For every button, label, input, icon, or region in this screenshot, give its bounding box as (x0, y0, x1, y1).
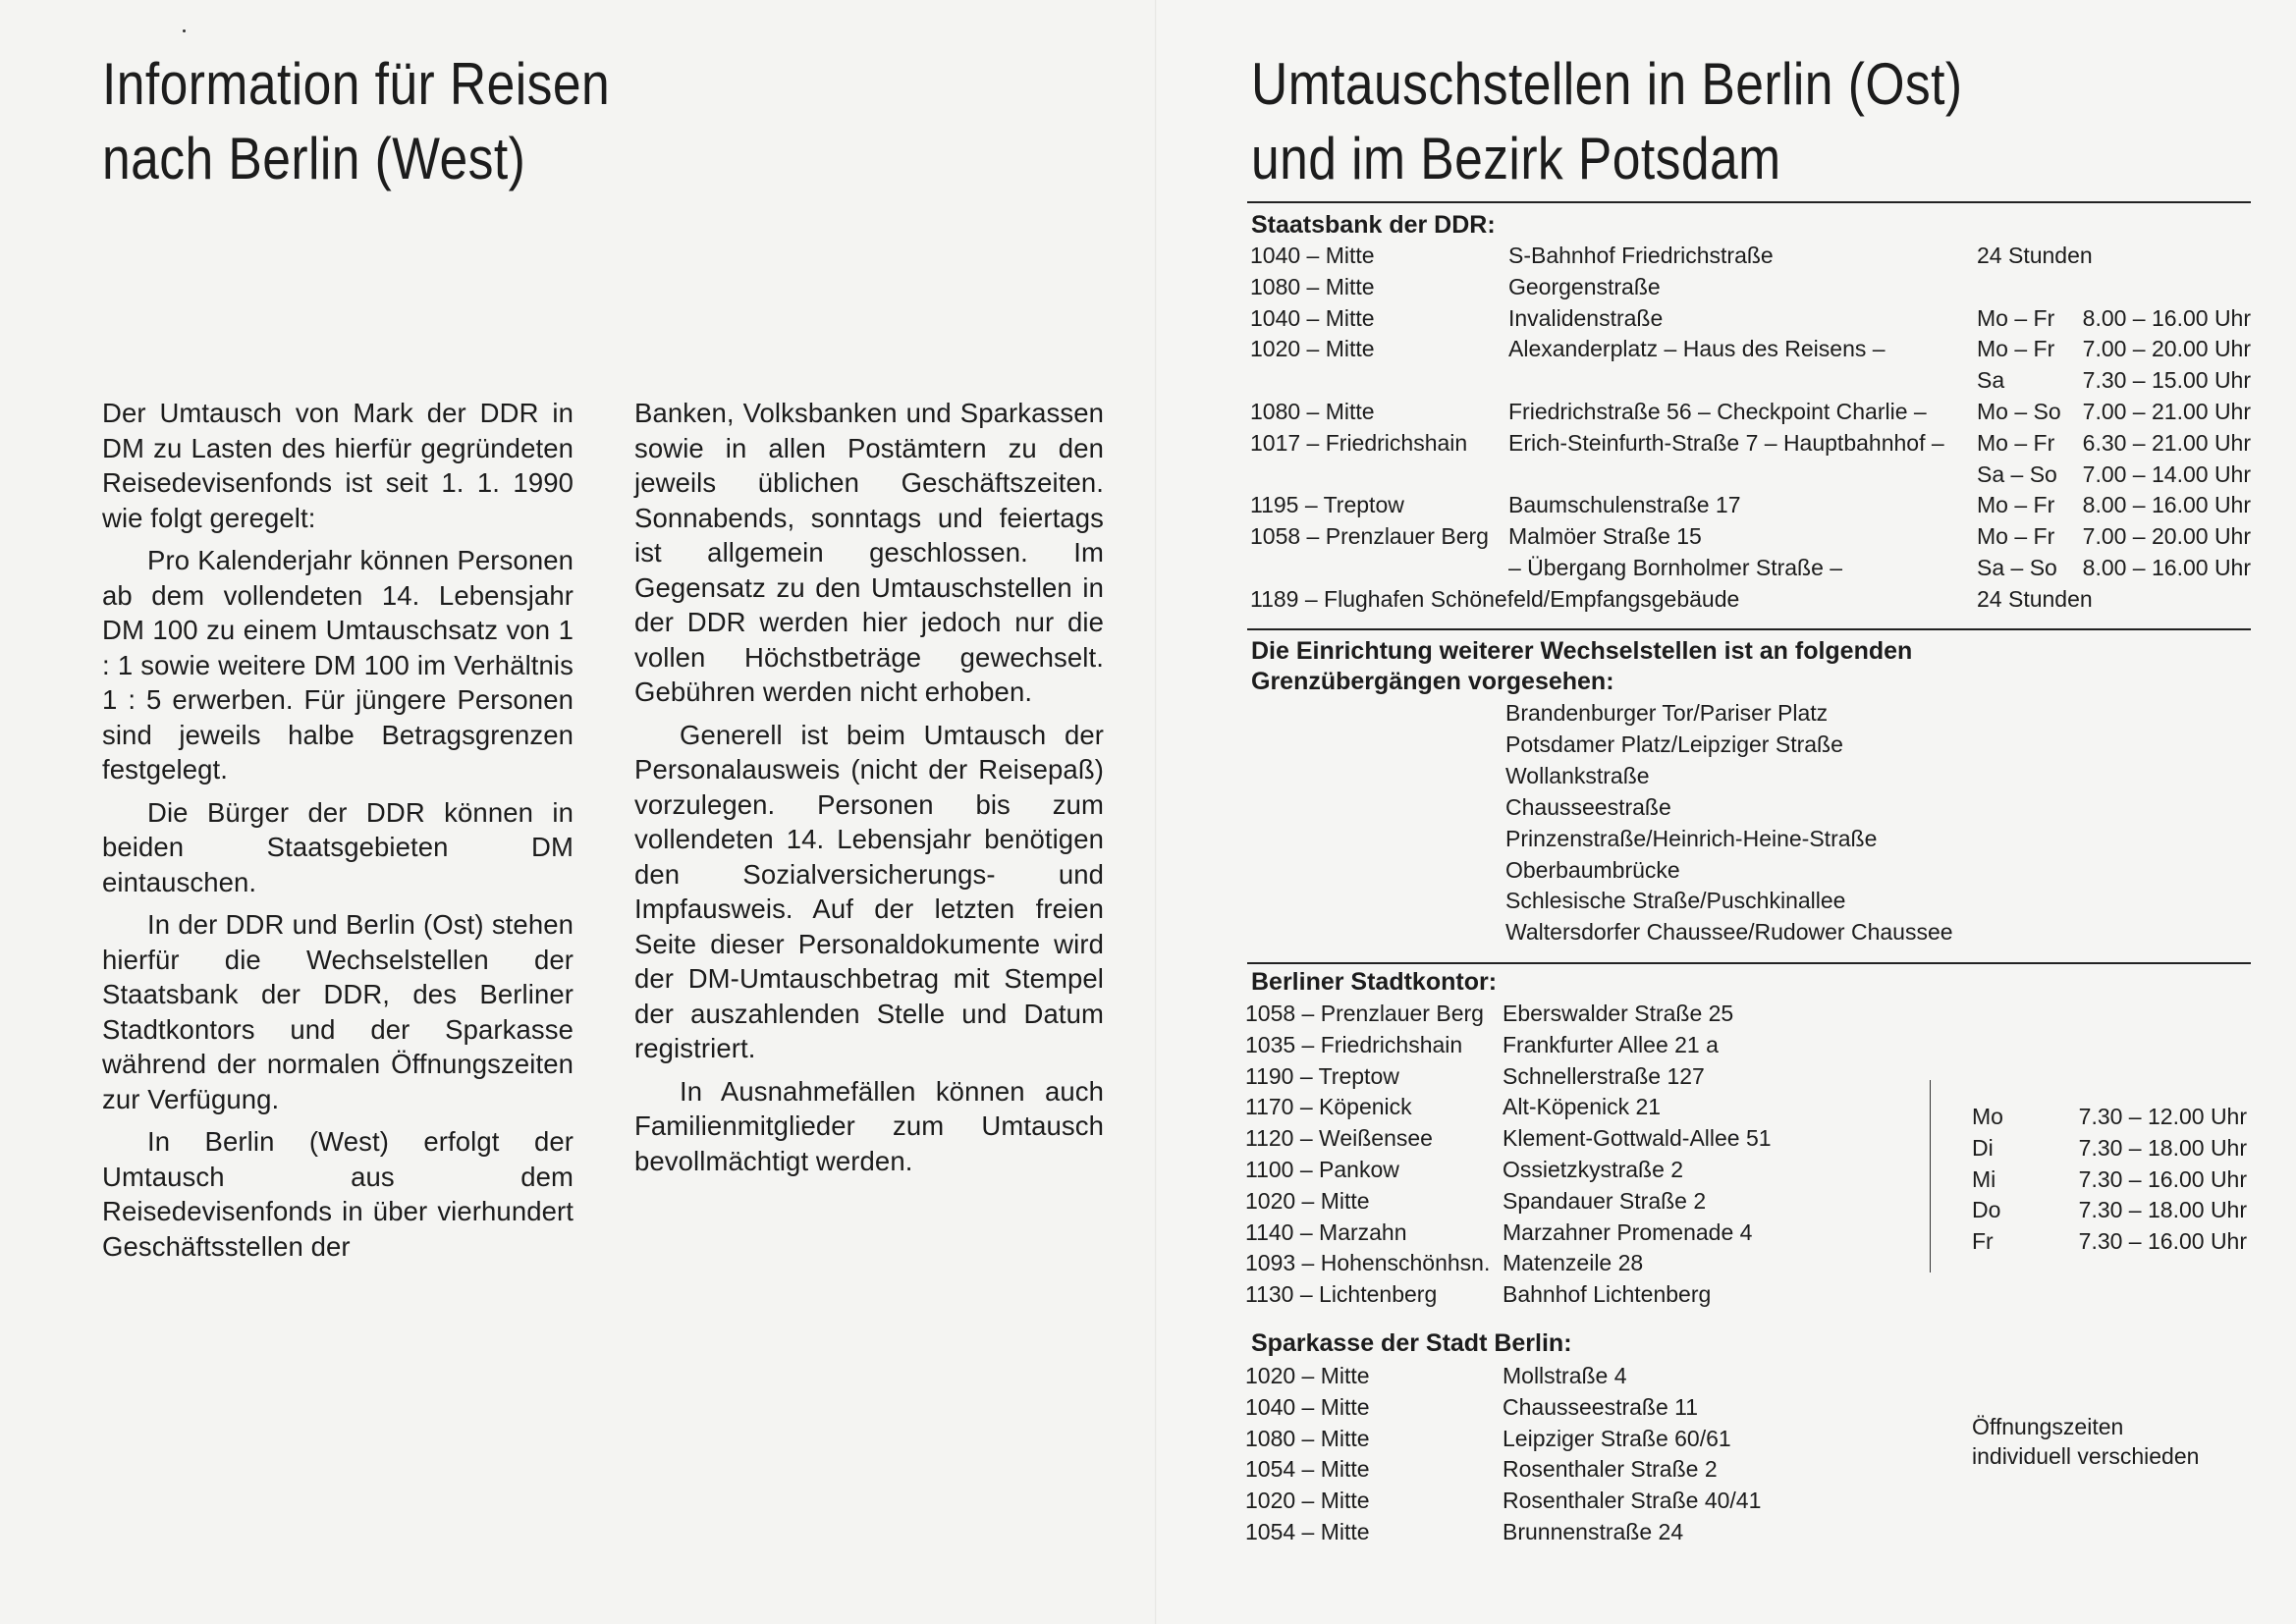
address: Chausseestraße 11 (1503, 1393, 1699, 1420)
days: Sa – So (1977, 460, 2057, 487)
address: Frankfurter Allee 21 a (1503, 1031, 1719, 1057)
section-divider (1247, 628, 2251, 630)
paragraph: Pro Kalenderjahr können Personen ab dem vollendeten 14. Lebensjahr DM 100 zu einem Umtauschsatz von 1 : 1 sowie weitere DM 100 im Verhältnis 1 : 5 erwerben. Für jüngere Personen sind jeweils halbe Betragsgrenzen festgelegt. (102, 545, 574, 785)
address: Alexanderplatz – Haus des Reisens – (1508, 336, 1886, 362)
staatsbank-row (0, 520, 2296, 552)
section-divider (1247, 962, 2251, 964)
district: 1100 – Pankow (1245, 1157, 1399, 1182)
hours-row (0, 1164, 2296, 1195)
paragraph: In Ausnahmefällen können auch Familienmitglieder zum Umtausch bevollmächtigt werden. (634, 1075, 1104, 1176)
weekday: Mi (1972, 1165, 1996, 1192)
district: 1080 – Mitte (1250, 399, 1375, 424)
time: 7.00 – 20.00 Uhr (2082, 523, 2251, 550)
time: 7.30 – 15.00 Uhr (2082, 367, 2251, 394)
crossing-name: Chausseestraße (1505, 793, 1671, 820)
address: Eberswalder Straße 25 (1503, 1001, 1734, 1026)
address: Spandauer Straße 2 (1503, 1187, 1707, 1214)
crossing-name: Potsdamer Platz/Leipziger Straße (1505, 731, 1843, 757)
sparkasse-heading: Sparkasse der Stadt Berlin: (1251, 1329, 1572, 1357)
title-line-2: nach Berlin (West) (102, 126, 526, 191)
address: Georgenstraße (1508, 273, 1661, 299)
weekday: Di (1972, 1134, 1994, 1161)
address: Matenzeile 28 (1503, 1250, 1644, 1276)
time: 7.00 – 21.00 Uhr (2082, 399, 2251, 424)
district: 1040 – Mitte (1250, 243, 1375, 268)
time: 8.00 – 16.00 Uhr (2082, 492, 2251, 518)
address: Rosenthaler Straße 2 (1503, 1456, 1718, 1483)
hours-row (0, 1132, 2296, 1164)
sparkasse-hours-line-1: Öffnungszeiten (1972, 1414, 2124, 1439)
paragraph: Die Bürger der DDR können in beiden Staatsgebieten DM eintauschen. (102, 796, 574, 897)
address: S-Bahnhof Friedrichstraße (1508, 243, 1774, 268)
crossing-name: Prinzenstraße/Heinrich-Heine-Straße (1505, 825, 1878, 851)
staatsbank-row (0, 333, 2296, 364)
title-line-1: Umtauschstellen in Berlin (Ost) (1251, 51, 1963, 117)
days: Mo – Fr (1977, 304, 2055, 331)
days: Sa – So (1977, 555, 2057, 580)
district: 1170 – Köpenick (1245, 1094, 1412, 1120)
staatsbank-row (0, 489, 2296, 520)
time: 7.00 – 20.00 Uhr (2082, 336, 2251, 362)
right-page-title (1251, 47, 1962, 196)
district: 1140 – Marzahn (1245, 1218, 1407, 1245)
time: 7.30 – 12.00 Uhr (2078, 1104, 2247, 1129)
district: 1080 – Mitte (1250, 273, 1375, 299)
paragraph: In Berlin (West) erfolgt der Umtausch aus dem Reisedevisenfonds in über vierhundert Geschäftsstellen der (102, 1126, 574, 1262)
district: 1020 – Mitte (1250, 336, 1375, 362)
paragraph: Banken, Volksbanken und Sparkassen sowie in allen Postämtern zu den jeweils üblichen Geschäftszeiten. Sonnabends, sonntags und feiertags ist allgemein geschlossen. Im Gegensatz zu den Umtauschstellen in der DDR werden hier jedoch nur die vollen Höchstbeträge gewechselt. Gebühren werden nicht erhoben. (634, 398, 1104, 707)
district: 1195 – Treptow (1250, 492, 1404, 518)
address: Baumschulenstraße 17 (1508, 492, 1741, 518)
staatsbank-row (0, 427, 2296, 459)
district: 1054 – Mitte (1245, 1456, 1370, 1483)
district: 1120 – Weißensee (1245, 1125, 1433, 1152)
address: Erich-Steinfurth-Straße 7 – Hauptbahnhof – (1508, 429, 1944, 456)
time: 7.30 – 18.00 Uhr (2078, 1197, 2247, 1223)
crossing-name: Brandenburger Tor/Pariser Platz (1505, 700, 1829, 726)
paragraph: Der Umtausch von Mark der DDR in DM zu Lasten des hierfür gegründeten Reisedevisenfonds ist seit 1. 1. 1990 wie folgt geregelt: (102, 398, 574, 533)
staatsbank-row (0, 271, 2296, 302)
address: Malmöer Straße 15 (1508, 523, 1702, 550)
staatsbank-row (0, 583, 2296, 615)
grenz-heading: Die Einrichtung weiterer Wechselstellen ist an folgenden Grenzübergängen vorgesehen: (1251, 637, 1913, 695)
staatsbank-row (0, 552, 2296, 583)
district: 1058 – Prenzlauer Berg (1245, 1001, 1484, 1026)
left-page-title (102, 47, 610, 196)
staatsbank-row (0, 459, 2296, 490)
district: 1080 – Mitte (1245, 1425, 1370, 1451)
stadtkontor-heading: Berliner Stadtkontor: (1251, 968, 1498, 996)
title-line-2: und im Bezirk Potsdam (1251, 126, 1781, 191)
address: Invalidenstraße (1508, 304, 1664, 331)
crossing-name: Schlesische Straße/Puschkinallee (1505, 888, 1846, 914)
time: 6.30 – 21.00 Uhr (2082, 429, 2251, 456)
time: 7.30 – 16.00 Uhr (2078, 1228, 2247, 1255)
title-line-1: Information für Reisen (102, 51, 611, 117)
crossing-name: Waltersdorfer Chaussee/Rudower Chaussee (1505, 919, 1953, 946)
time: 7.30 – 16.00 Uhr (2078, 1165, 2247, 1192)
days: Mo – Fr (1977, 336, 2055, 362)
hours-row (0, 1225, 2296, 1257)
print-speck (183, 29, 186, 32)
staatsbank-row (0, 240, 2296, 271)
weekday: Fr (1972, 1228, 1994, 1255)
weekday: Do (1972, 1197, 2001, 1223)
hours-row (0, 1101, 2296, 1132)
district: 1040 – Mitte (1250, 304, 1375, 331)
days: Mo – So (1977, 399, 2061, 424)
crossing-name: Oberbaumbrücke (1505, 856, 1680, 883)
days: Mo – Fr (1977, 429, 2055, 456)
district: 1020 – Mitte (1245, 1187, 1370, 1214)
district: 1093 – Hohenschönhsn. (1245, 1250, 1491, 1276)
address: Brunnenstraße 24 (1503, 1519, 1684, 1544)
district: 1054 – Mitte (1245, 1519, 1370, 1544)
address: Schnellerstraße 127 (1503, 1062, 1705, 1089)
district: 1035 – Friedrichshain (1245, 1031, 1463, 1057)
crossing-name: Wollankstraße (1505, 762, 1650, 788)
district: 1190 – Treptow (1245, 1062, 1399, 1089)
paragraph: Generell ist beim Umtausch der Personalausweis (nicht der Reisepaß) vorzulegen. Personen bis zum vollendeten 14. Lebensjahr benötigen den Sozialversicherungs- und Impfausweis. Auf der letzten freien Seite dieser Personaldokumente wird der DM-Umtauschbetrag mit Stempel der auszahlenden Stelle und Datum registriert. (634, 719, 1104, 1063)
section-divider (1247, 201, 2251, 203)
address: Alt-Köpenick 21 (1503, 1094, 1662, 1120)
address: Klement-Gottwald-Allee 51 (1503, 1125, 1772, 1152)
district: 1189 – Flughafen Schönefeld/Empfangsgebäude (1250, 585, 1740, 612)
district: 1040 – Mitte (1245, 1393, 1370, 1420)
days: Sa (1977, 367, 2005, 394)
district: 1020 – Mitte (1245, 1363, 1370, 1388)
address: Mollstraße 4 (1503, 1363, 1627, 1388)
address: Marzahner Promenade 4 (1503, 1218, 1753, 1245)
paragraph: In der DDR und Berlin (Ost) stehen hierfür die Wechselstellen der Staatsbank der DDR, des Berliner Stadtkontors und der Sparkasse während der normalen Öffnungszeiten zur Verfügung. (102, 909, 574, 1114)
time: 7.30 – 18.00 Uhr (2078, 1134, 2247, 1161)
district: 1020 – Mitte (1245, 1488, 1370, 1514)
district: 1058 – Prenzlauer Berg (1250, 523, 1489, 550)
time: 7.00 – 14.00 Uhr (2082, 460, 2251, 487)
time: 8.00 – 16.00 Uhr (2082, 555, 2251, 580)
weekday: Mo (1972, 1104, 2003, 1129)
days: Mo – Fr (1977, 523, 2055, 550)
district: 1017 – Friedrichshain (1250, 429, 1468, 456)
staatsbank-heading: Staatsbank der DDR: (1251, 211, 1496, 239)
district: 1130 – Lichtenberg (1245, 1281, 1438, 1308)
address: Bahnhof Lichtenberg (1503, 1281, 1712, 1308)
time: 8.00 – 16.00 Uhr (2082, 304, 2251, 331)
staatsbank-row (0, 302, 2296, 334)
days: 24 Stunden (1977, 585, 2093, 612)
sparkasse-hours-line-2: individuell verschieden (1972, 1443, 2200, 1469)
address: Friedrichstraße 56 – Checkpoint Charlie – (1508, 399, 1927, 424)
address: Leipziger Straße 60/61 (1503, 1425, 1731, 1451)
hours-row (0, 1194, 2296, 1225)
address: – Übergang Bornholmer Straße – (1508, 555, 1843, 580)
staatsbank-row (0, 364, 2296, 396)
staatsbank-row (0, 396, 2296, 427)
address: Ossietzkystraße 2 (1503, 1157, 1684, 1182)
days: 24 Stunden (1977, 243, 2093, 268)
days: Mo – Fr (1977, 492, 2055, 518)
address: Rosenthaler Straße 40/41 (1503, 1488, 1762, 1514)
